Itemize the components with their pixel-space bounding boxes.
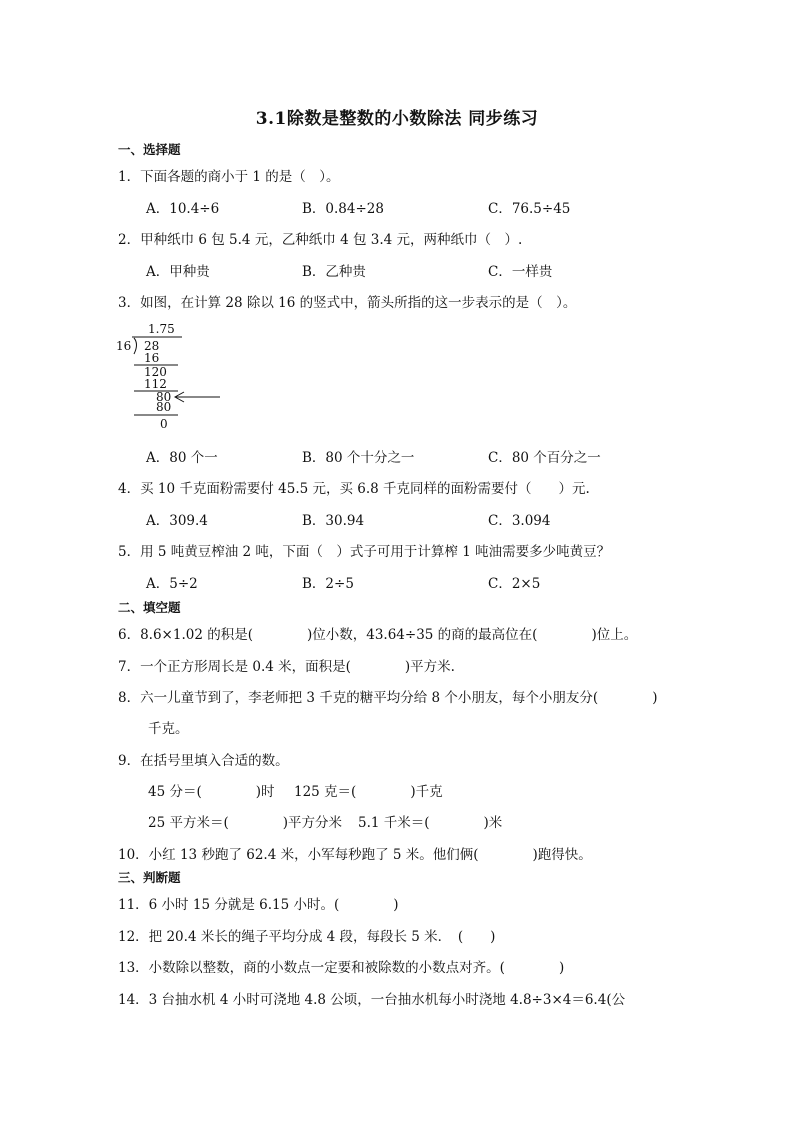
division-divisor: 16: [116, 339, 132, 353]
q9-item-1: 45 分＝( )时: [148, 784, 275, 800]
question-14: 14．3 台抽水机 4 小时可浇地 4.8 公顷，一台抽水机每小时浇地 4.8÷3×4＝6.4(公: [118, 992, 626, 1008]
question-7: 7．一个正方形周长是 0.4 米，面积是( )平方米.: [118, 659, 455, 675]
question-11: 11．6 小时 15 分就是 6.15 小时。( ): [118, 897, 399, 913]
q3-option-b: B．80 个十分之一: [302, 450, 415, 466]
q1-option-b: B．0.84÷28: [302, 201, 384, 217]
q5-option-a: A．5÷2: [146, 576, 198, 592]
division-step-3: 112: [144, 377, 167, 391]
division-bracket: [134, 338, 137, 354]
division-step-1: 16: [144, 351, 160, 365]
q3-option-a: A．80 个一: [146, 450, 218, 466]
question-6: 6．8.6×1.02 的积是( )位小数，43.64÷35 的商的最高位在( )位上。: [118, 627, 638, 643]
section-heading-judge: 三、判断题: [118, 870, 181, 885]
page-title: 3.1除数是整数的小数除法 同步练习: [255, 109, 539, 129]
q9-item-4: 5.1 千米＝( )米: [358, 815, 503, 831]
division-step-5: 80: [156, 400, 172, 414]
q2-option-b: B．乙种贵: [302, 264, 366, 280]
question-8-line-2: 千克。: [148, 721, 189, 737]
division-quotient: 1.75: [148, 322, 175, 336]
q4-option-c: C．3.094: [488, 513, 551, 529]
division-step-2: 120: [144, 365, 167, 379]
q4-option-b: B．30.94: [302, 513, 365, 529]
question-10: 10．小红 13 秒跑了 62.4 米，小军每秒跑了 5 米。他们俩( )跑得快。: [118, 847, 592, 863]
q9-item-3: 25 平方米＝( )平方分米: [148, 815, 343, 831]
question-3: 3．如图，在计算 28 除以 16 的竖式中，箭头所指的这一步表示的是（ ）。: [118, 295, 577, 311]
q1-option-c: C．76.5÷45: [488, 201, 571, 217]
question-9: 9．在括号里填入合适的数。: [118, 753, 289, 769]
section-heading-choice: 一、选择题: [118, 142, 181, 157]
question-12: 12．把 20.4 米长的绳子平均分成 4 段，每段长 5 米． ( ): [118, 929, 496, 945]
section-heading-fill: 二、填空题: [118, 600, 181, 615]
division-remainder: 0: [160, 417, 168, 431]
question-8-line-1: 8．六一儿童节到了，李老师把 3 千克的糖平均分给 8 个小朋友，每个小朋友分( ): [118, 690, 658, 706]
q2-option-a: A．甲种贵: [146, 264, 210, 280]
question-4: 4．买 10 千克面粉需要付 45.5 元，买 6.8 千克同样的面粉需要付（ ）元.: [118, 481, 590, 497]
q2-option-c: C．一样贵: [488, 264, 553, 280]
long-division-diagram: [114, 318, 234, 434]
q1-option-a: A．10.4÷6: [146, 201, 220, 217]
question-5: 5．用 5 吨黄豆榨油 2 吨，下面（ ）式子可用于计算榨 1 吨油需要多少吨黄豆？: [118, 544, 611, 560]
question-13: 13．小数除以整数，商的小数点一定要和被除数的小数点对齐。( ): [118, 960, 565, 976]
division-step-4: 80: [156, 390, 172, 404]
division-dividend: 28: [144, 339, 160, 353]
question-1: 1．下面各题的商小于 1 的是（ ）。: [118, 169, 340, 185]
question-2: 2．甲种纸巾 6 包 5.4 元，乙种纸巾 4 包 3.4 元，两种纸巾（ ）.: [118, 232, 523, 248]
q5-option-c: C．2×5: [488, 576, 541, 592]
q3-option-c: C．80 个百分之一: [488, 450, 601, 466]
q5-option-b: B．2÷5: [302, 576, 354, 592]
q9-item-2: 125 克＝( )千克: [294, 784, 443, 800]
q4-option-a: A．309.4: [146, 513, 208, 529]
